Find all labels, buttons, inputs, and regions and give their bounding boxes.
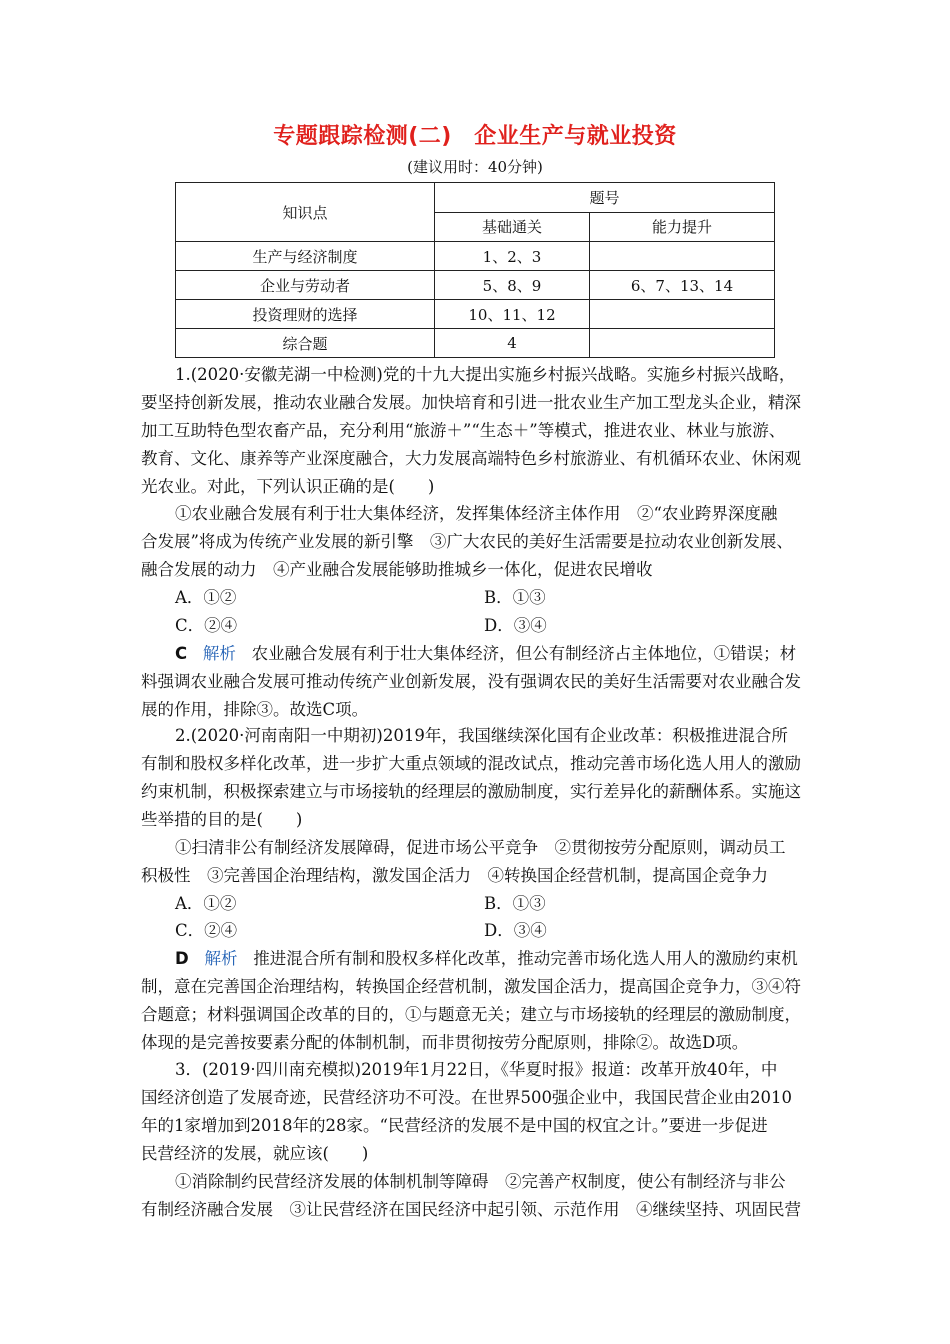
q1-analysis-line: 料强调农业融合发展可推动传统产业创新发展，没有强调农民的美好生活需要对农业融合发 — [141, 672, 801, 691]
q1-option-c: C．②④ — [175, 616, 238, 635]
q2-option-d: D．③④ — [484, 921, 547, 940]
row-basic: 1、2、3 — [435, 242, 590, 271]
q1-analysis-first — [175, 643, 796, 665]
header-knowledge: 知识点 — [176, 183, 435, 242]
q3-stem-line: 年的1家增加到2018年的28家。“民营经济的发展不是中国的权宜之计。”要进一步促进 — [141, 1116, 768, 1135]
q1-option-b: B．①③ — [484, 588, 546, 607]
row-advanced: 6、7、13、14 — [590, 271, 775, 300]
header-basic: 基础通关 — [435, 212, 590, 242]
q2-analysis-line: 体现的是完善按要素分配的体制机制，而非贯彻按劳分配原则，排除②。故选D项。 — [141, 1033, 749, 1052]
q1-stem-line: 教育、文化、康养等产业深度融合，大力发展高端特色乡村旅游业、有机循环农业、休闲观 — [141, 449, 801, 468]
q2-stem-line: 2.(2020·河南南阳一中期初)2019年，我国继续深化国有企业改革：积极推进混合所 — [175, 726, 788, 745]
row-basic: 10、11、12 — [435, 300, 590, 329]
header-question: 题号 — [435, 183, 775, 213]
q1-statement-line: ①农业融合发展有利于壮大集体经济，发挥集体经济主体作用 ②“农业跨界深度融 — [175, 504, 778, 523]
q2-analysis-line: 合题意；材料强调国企改革的目的，①与题意无关；建立与市场接轨的经理层的激励制度， — [141, 1005, 801, 1024]
analysis-label: 解析 — [202, 644, 236, 663]
q2-stem-line: 约束机制，积极探索建立与市场接轨的经理层的激励制度，实行差异化的薪酬体系。实施这 — [141, 782, 801, 801]
q2-option-c: C．②④ — [175, 921, 238, 940]
q2-stem-line: 些举措的目的是( ) — [141, 810, 303, 829]
q2-stem-line: 有制和股权多样化改革，进一步扩大重点领域的混改试点，推动完善市场化选人用人的激励 — [141, 754, 801, 773]
q3-stem-line: 3．(2019·四川南充模拟)2019年1月22日，《华夏时报》报道：改革开放40年，中 — [175, 1060, 778, 1079]
q1-option-a: A．①② — [175, 588, 237, 607]
q2-analysis-text: 推进混合所有制和股权多样化改革，推动完善市场化选人用人的激励约束机 — [253, 949, 798, 968]
q3-statement-line: 有制经济融合发展 ③让民营经济在国民经济中起引领、示范作用 ④继续坚持、巩固民营 — [141, 1200, 801, 1219]
q2-analysis-line: 制，意在完善国企治理结构，转换国企经营机制，激发国企活力，提高国企竞争力，③④符 — [141, 977, 801, 996]
table-row — [176, 271, 775, 300]
page-title: 专题跟踪检测(二) 企业生产与就业投资 — [273, 124, 677, 149]
row-advanced — [590, 329, 775, 358]
q1-stem-line: 光农业。对此，下列认识正确的是( ) — [141, 477, 435, 496]
row-basic: 5、8、9 — [435, 271, 590, 300]
q1-stem-line: 要坚持创新发展，推动农业融合发展。加快培育和引进一批农业生产加工型龙头企业，精深 — [141, 393, 801, 412]
table-row — [176, 329, 775, 358]
q1-option-d: D．③④ — [484, 616, 547, 635]
q2-statement-line: ①扫清非公有制经济发展障碍，促进市场公平竞争 ②贯彻按劳分配原则，调动员工 — [175, 838, 786, 857]
row-advanced — [590, 300, 775, 329]
q2-option-a: A．①② — [175, 894, 237, 913]
table-row — [176, 300, 775, 329]
row-topic: 投资理财的选择 — [176, 300, 435, 329]
q1-analysis-text: 农业融合发展有利于壮大集体经济，但公有制经济占主体地位，①错误；材 — [251, 644, 797, 663]
q2-option-b: B．①③ — [484, 894, 546, 913]
analysis-label: 解析 — [204, 949, 238, 968]
q3-stem-line: 国经济创造了发展奇迹，民营经济功不可没。在世界500强企业中，我国民营企业由2010 — [141, 1088, 792, 1107]
q2-answer: D — [175, 949, 189, 968]
q3-stem-line: 民营经济的发展，就应该( ) — [141, 1144, 369, 1163]
suggested-time: (建议用时：40分钟) — [407, 158, 543, 176]
q2-analysis-first — [175, 948, 798, 970]
q1-stem-line: 1.(2020·安徽芜湖一中检测)党的十九大提出实施乡村振兴战略。实施乡村振兴战略， — [175, 365, 796, 384]
row-advanced — [590, 242, 775, 271]
row-topic: 生产与经济制度 — [176, 242, 435, 271]
knowledge-table — [175, 182, 775, 358]
table-row — [176, 242, 775, 271]
q1-statement-line: 合发展”将成为传统产业发展的新引擎 ③广大农民的美好生活需要是拉动农业创新发展、 — [141, 532, 793, 551]
q1-stem-line: 加工互助特色型农畜产品，充分利用“旅游＋”“生态＋”等模式，推进农业、林业与旅游、 — [141, 421, 786, 440]
header-advanced: 能力提升 — [590, 212, 775, 242]
q1-answer: C — [175, 644, 188, 663]
row-basic: 4 — [435, 329, 590, 358]
q2-statement-line: 积极性 ③完善国企治理结构，激发国企活力 ④转换国企经营机制，提高国企竞争力 — [141, 866, 768, 885]
row-topic: 综合题 — [176, 329, 435, 358]
row-topic: 企业与劳动者 — [176, 271, 435, 300]
q3-statement-line: ①消除制约民营经济发展的体制机制等障碍 ②完善产权制度，使公有制经济与非公 — [175, 1172, 786, 1191]
q1-statement-line: 融合发展的动力 ④产业融合发展能够助推城乡一体化，促进农民增收 — [141, 560, 653, 579]
q1-analysis-line: 展的作用，排除③。故选C项。 — [141, 700, 369, 719]
